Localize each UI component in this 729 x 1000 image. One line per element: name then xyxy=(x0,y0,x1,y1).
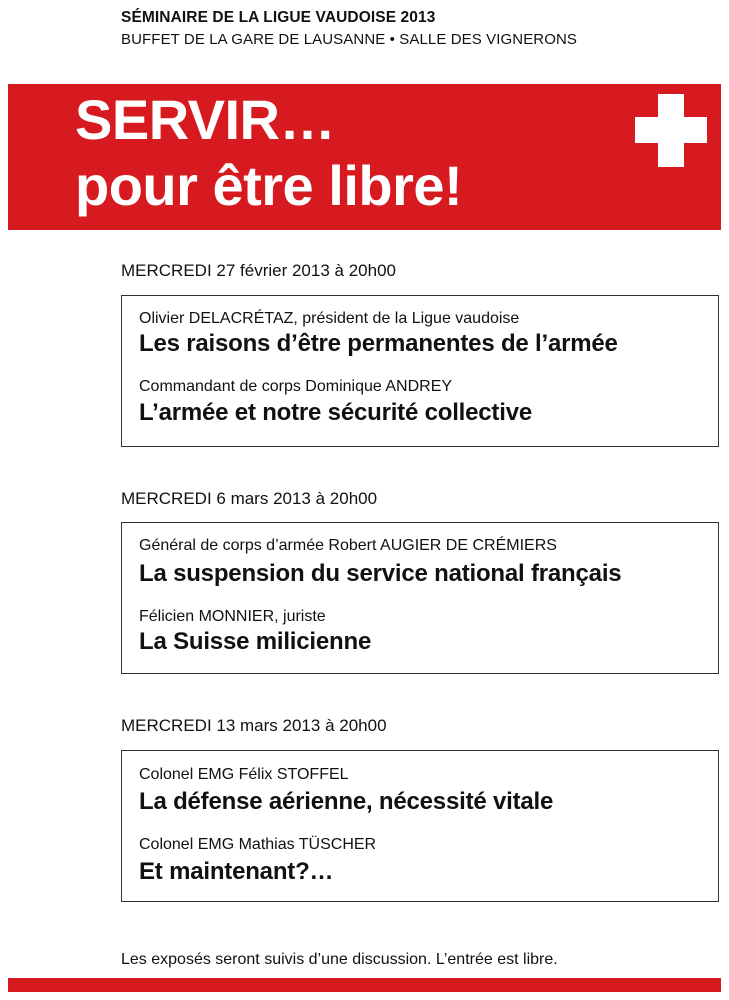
talk-title: Et maintenant?… xyxy=(139,858,334,885)
speaker: Colonel EMG Mathias TÜSCHER xyxy=(139,836,377,853)
talk-title: La Suisse milicienne xyxy=(139,628,372,655)
bottom-bar xyxy=(8,978,721,992)
session-date: MERCREDI 13 mars 2013 à 20h00 xyxy=(121,716,387,735)
talk-title: La défense aérienne, nécessité vitale xyxy=(139,788,554,815)
speaker: Colonel EMG Félix STOFFEL xyxy=(139,766,349,783)
speaker: Commandant de corps Dominique ANDREY xyxy=(139,378,453,395)
session-date: MERCREDI 27 février 2013 à 20h00 xyxy=(121,261,396,280)
session-box xyxy=(121,522,719,674)
venue-line: BUFFET DE LA GARE DE LAUSANNE • SALLE DES VIGNERONS xyxy=(121,31,578,48)
speaker: Général de corps d’armée Robert AUGIER DE CRÉMIERS xyxy=(139,537,557,554)
talk-title: La suspension du service national français xyxy=(139,560,622,587)
footer-note: Les exposés seront suivis d’une discussion. L’entrée est libre. xyxy=(121,951,558,968)
session-date: MERCREDI 6 mars 2013 à 20h00 xyxy=(121,489,378,508)
speaker: Olivier DELACRÉTAZ, président de la Ligue vaudoise xyxy=(139,310,520,327)
swiss-cross-horizontal xyxy=(635,117,707,143)
speaker: Félicien MONNIER, juriste xyxy=(139,608,326,625)
talk-title: L’armée et notre sécurité collective xyxy=(139,399,532,426)
talk-title: Les raisons d’être permanentes de l’armée xyxy=(139,330,618,357)
title-banner xyxy=(8,84,721,230)
banner-title-line1: SERVIR… xyxy=(75,88,335,151)
banner-title-line2: pour être libre! xyxy=(75,154,463,217)
session-box xyxy=(121,295,719,447)
seminar-title: SÉMINAIRE DE LA LIGUE VAUDOISE 2013 xyxy=(121,9,436,26)
session-box xyxy=(121,750,719,902)
